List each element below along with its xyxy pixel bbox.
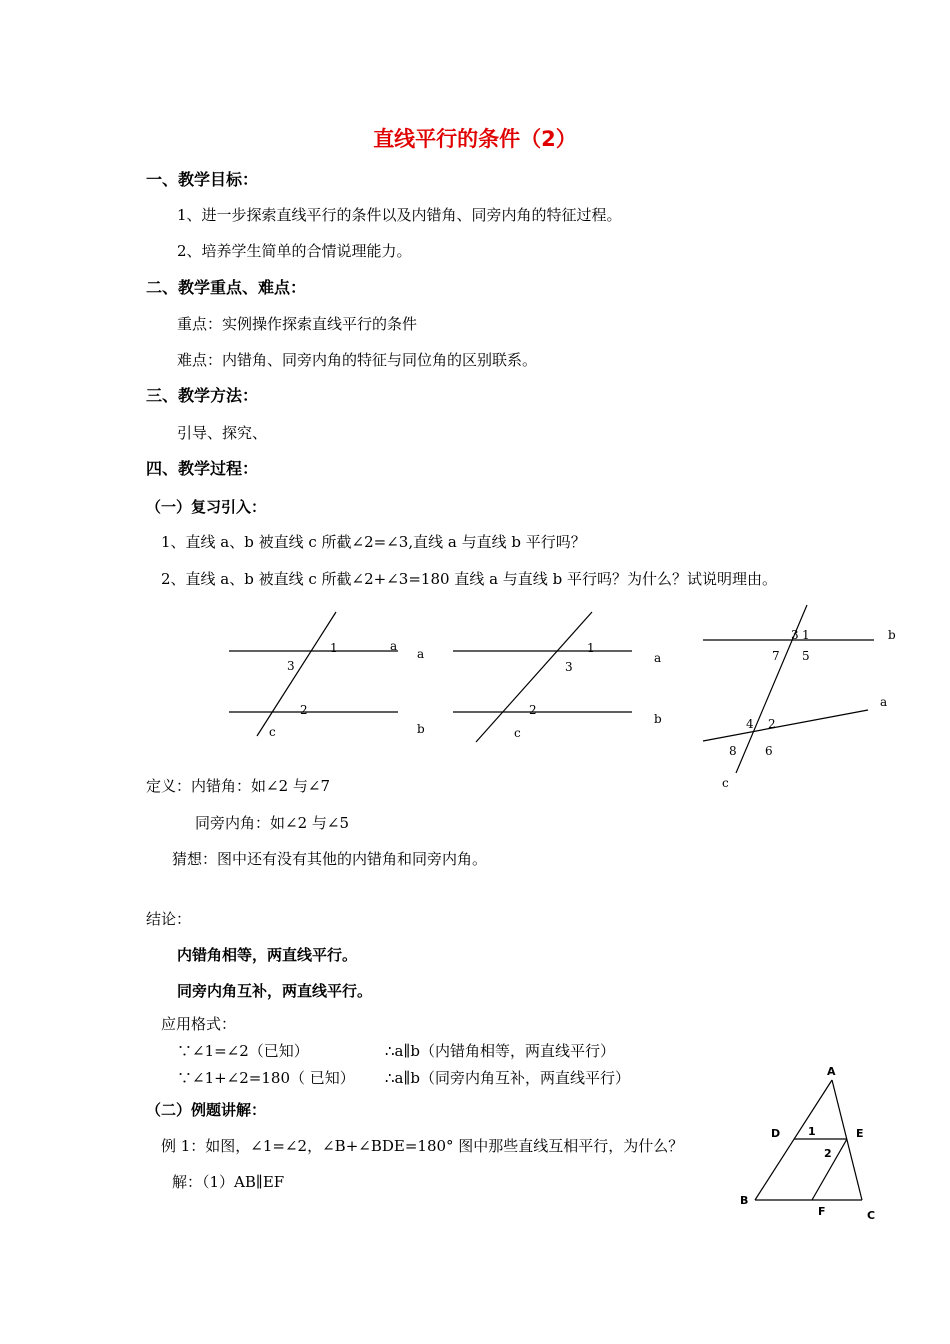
- angle-1-label: 1: [808, 1125, 816, 1138]
- figure-transversal-lines: [695, 600, 905, 795]
- angle-1-label: 1: [802, 628, 810, 642]
- angle-4-label: 4: [746, 717, 754, 731]
- line-b-label: b: [417, 722, 425, 736]
- angle-3-label: 3: [287, 659, 295, 673]
- section-heading-methods: 三、教学方法：: [146, 386, 259, 405]
- key-point-text: 重点：实例操作探索直线平行的条件: [177, 315, 418, 333]
- angle-2-label: 2: [768, 717, 776, 731]
- point-d-label: D: [771, 1127, 781, 1140]
- conclusion-label: 结论：: [146, 910, 192, 928]
- line-c-label: c: [722, 776, 729, 790]
- line-b-label: b: [654, 712, 662, 726]
- vertex-a-label: A: [827, 1065, 836, 1078]
- vertex-b-label: B: [740, 1194, 749, 1207]
- subsection-review: （一）复习引入：: [146, 498, 267, 516]
- figure-parallel-lines-1: [220, 610, 440, 750]
- format-2-result: ∴a∥b（同旁内角互补，两直线平行）: [385, 1069, 631, 1087]
- difficulty-text: 难点：内错角、同旁内角的特征与同位角的区别联系。: [177, 351, 538, 369]
- format-2-given: ∵∠1+∠2=180（ 已知）: [177, 1069, 355, 1087]
- angle-8-label: 8: [729, 744, 737, 758]
- section-heading-objectives: 一、教学目标：: [146, 170, 259, 189]
- line-c-label: c: [514, 726, 521, 740]
- line-c-label: c: [269, 725, 276, 739]
- angle-5-label: 5: [802, 649, 810, 663]
- angle-3-label: 3: [791, 628, 799, 642]
- objective-item-1: 1、进一步探索直线平行的条件以及内错角、同旁内角的特征过程。: [177, 206, 622, 224]
- example-1-solution: 解：（1）AB∥EF: [172, 1173, 285, 1191]
- review-question-1: 1、直线 a、b 被直线 c 所截∠2=∠3,直线 a 与直线 b 平行吗？: [161, 533, 586, 551]
- figure-triangle-abc: [732, 1060, 887, 1225]
- definition-same-side-interior: 同旁内角：如∠2 与∠5: [195, 814, 349, 832]
- format-1-given: ∵∠1=∠2（已知）: [177, 1042, 309, 1060]
- vertex-c-label: C: [867, 1209, 876, 1222]
- figure-parallel-lines-2: [445, 610, 675, 750]
- angle-7-label: 7: [772, 649, 780, 663]
- angle-6-label: 6: [765, 744, 773, 758]
- objective-item-2: 2、培养学生简单的合情说理能力。: [177, 242, 412, 260]
- angle-1-label: 1: [587, 641, 595, 655]
- angle-2-label: 2: [824, 1147, 832, 1160]
- conclusion-2: 同旁内角互补，两直线平行。: [177, 982, 373, 1000]
- angle-1-label: 1: [330, 641, 338, 655]
- angle-3-label: 3: [565, 660, 573, 674]
- conclusion-1: 内错角相等，两直线平行。: [177, 946, 358, 964]
- application-format-label: 应用格式：: [161, 1015, 237, 1033]
- section-heading-process: 四、教学过程：: [146, 459, 259, 478]
- review-question-2: 2、直线 a、b 被直线 c 所截∠2+∠3=180 直线 a 与直线 b 平行吗？为什么？试说明理由。: [161, 570, 777, 588]
- line-a-label: a: [880, 695, 888, 709]
- line-b-label: b: [888, 628, 896, 642]
- point-e-label: E: [856, 1127, 864, 1140]
- conjecture-text: 猜想：图中还有没有其他的内错角和同旁内角。: [172, 850, 488, 868]
- example-1-question: 例 1：如图，∠1=∠2，∠B+∠BDE=180° 图中那些直线互相平行，为什么？: [161, 1137, 684, 1155]
- line-a-label: a: [654, 651, 662, 665]
- line-a-label: a: [390, 639, 398, 653]
- section-heading-key-points: 二、教学重点、难点：: [146, 278, 307, 297]
- line-a-label-outer: a: [417, 647, 425, 661]
- format-1-result: ∴a∥b（内错角相等，两直线平行）: [385, 1042, 616, 1060]
- point-f-label: F: [818, 1205, 826, 1218]
- definition-alternate-interior: 定义：内错角：如∠2 与∠7: [146, 777, 330, 795]
- angle-2-label: 2: [300, 703, 308, 717]
- angle-2-label: 2: [529, 703, 537, 717]
- methods-text: 引导、探究、: [177, 424, 268, 442]
- subsection-examples: （二）例题讲解：: [146, 1101, 267, 1119]
- page-title: 直线平行的条件（2）: [373, 127, 577, 151]
